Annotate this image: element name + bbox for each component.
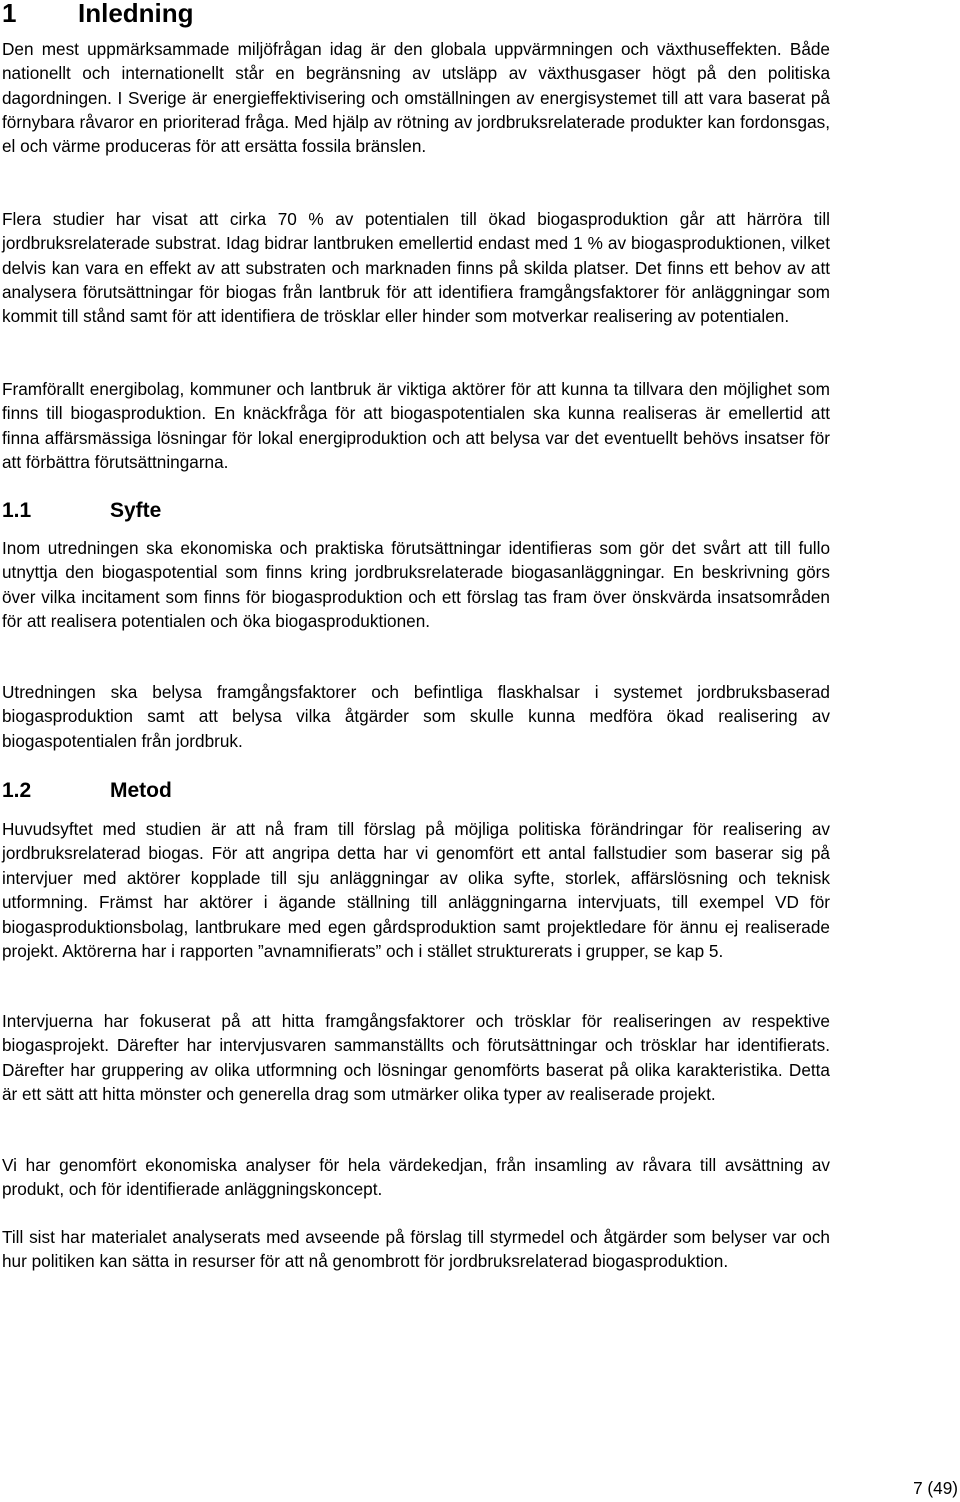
paragraph-metod-2: Intervjuerna har fokuserat på att hitta framgångsfaktorer och trösklar för realiseringen av respektive biogasprojekt. Därefter har intervjusvaren sammanställts och förutsättningar och trösklar har identifierats. Därefter har gruppering av olika utformning och lösningar genomförts baserat på olika karakteristika. Detta är ett sätt att hitta mönster och generella drag som utmärker olika typer av realiserade projekt. xyxy=(2,1011,830,1105)
heading-number: 1.1 xyxy=(2,499,32,522)
paragraph-metod-3: Vi har genomfört ekonomiska analyser för hela värdekedjan, från insamling av råvara till avsättning av produkt, och för identifierade anläggningskoncept. xyxy=(2,1155,830,1200)
heading-title: Syfte xyxy=(110,499,162,522)
paragraph-syfte-1: Inom utredningen ska ekonomiska och praktiska förutsättningar identifieras som gör det svårt att till fullo utnyttja den biogaspotential som finns kring jordbruksrelaterade biogasanläggningar. En beskrivning görs över vilka incitament som finns för biogasproduktion och ett förslag tas fram över önskvärda insatsområden för att realisera potentialen och öka biogasproduktionen. xyxy=(2,538,830,632)
heading-syfte xyxy=(2,498,161,524)
paragraph-inledning-1: Den mest uppmärksammade miljöfrågan idag är den globala uppvärmningen och växthuseffekten. Både nationellt och internationellt står en begränsning av utsläpp av växthusgaser högt på den politiska dagordningen. I Sverige är energieffektivisering och omställningen av energisystemet till att vara baserat på förnybara råvaror en prioriterad fråga. Med hjälp av rötning av jordbruksrelaterade produkter kan fordonsgas, el och värme produceras för att ersätta fossila bränslen. xyxy=(2,39,830,157)
heading-inledning xyxy=(2,0,194,29)
heading-metod xyxy=(2,778,172,804)
paragraph-inledning-2: Flera studier har visat att cirka 70 % av potentialen till ökad biogasproduktion går att härröra till jordbruksrelaterade substrat. Idag bidrar lantbruken emellertid endast med 1 % av biogasproduktionen, vilket delvis kan vara en effekt av att substraten och marknaden finns på skilda platser. Det finns ett behov av att analysera förutsättningar för biogas från lantbruk för att identifiera framgångsfaktorer för anläggningar som kommit till stånd samt för att identifiera de trösklar eller hinder som motverkar realisering av potentialen. xyxy=(2,209,830,327)
paragraph-metod-4: Till sist har materialet analyserats med avseende på förslag till styrmedel och åtgärder som belyser var och hur politiken kan sätta in resurser för att nå genombrott för jordbruksrelaterad biogasproduktion. xyxy=(2,1227,830,1272)
heading-number: 1.2 xyxy=(2,779,32,802)
page-number: 7 (49) xyxy=(913,1478,958,1498)
paragraph-syfte-2: Utredningen ska belysa framgångsfaktorer och befintliga flaskhalsar i systemet jordbruksbaserad biogasproduktion samt att belysa vilka åtgärder som skulle kunna medföra ökad realisering av biogaspotentialen från jordbruk. xyxy=(2,682,830,751)
heading-title: Metod xyxy=(110,779,172,802)
heading-title: Inledning xyxy=(78,0,194,28)
paragraph-inledning-3: Framförallt energibolag, kommuner och lantbruk är viktiga aktörer för att kunna ta tillvara den möjlighet som finns till biogasproduktion. En knäckfråga för att biogaspotentialen ska kunna realiseras är emellertid att finna affärsmässiga lösningar för lokal energiproduktion och att belysa var det eventuellt behövs insatser för att förbättra förutsättningarna. xyxy=(2,379,830,472)
paragraph-metod-1: Huvudsyftet med studien är att nå fram till förslag på möjliga politiska förändringar för realisering av jordbruksrelaterad biogas. För att angripa detta har vi genomfört ett antal fallstudier som baserar sig på intervjuer med aktörer kopplade till sju anläggningar av olika syfte, storlek, affärslösning och teknisk utformning. Främst har aktörer i ägande ställning till anläggningarna intervjuats, till exempel VD för biogasproduktionsbolag, lantbrukare med egen gårdsproduktion samt projektledare för ännu ej realiserade projekt. Aktörerna har i rapporten ”avnamnifierats” och i stället strukturerats i grupper, se kap 5. xyxy=(2,819,830,962)
heading-number: 1 xyxy=(2,0,17,28)
